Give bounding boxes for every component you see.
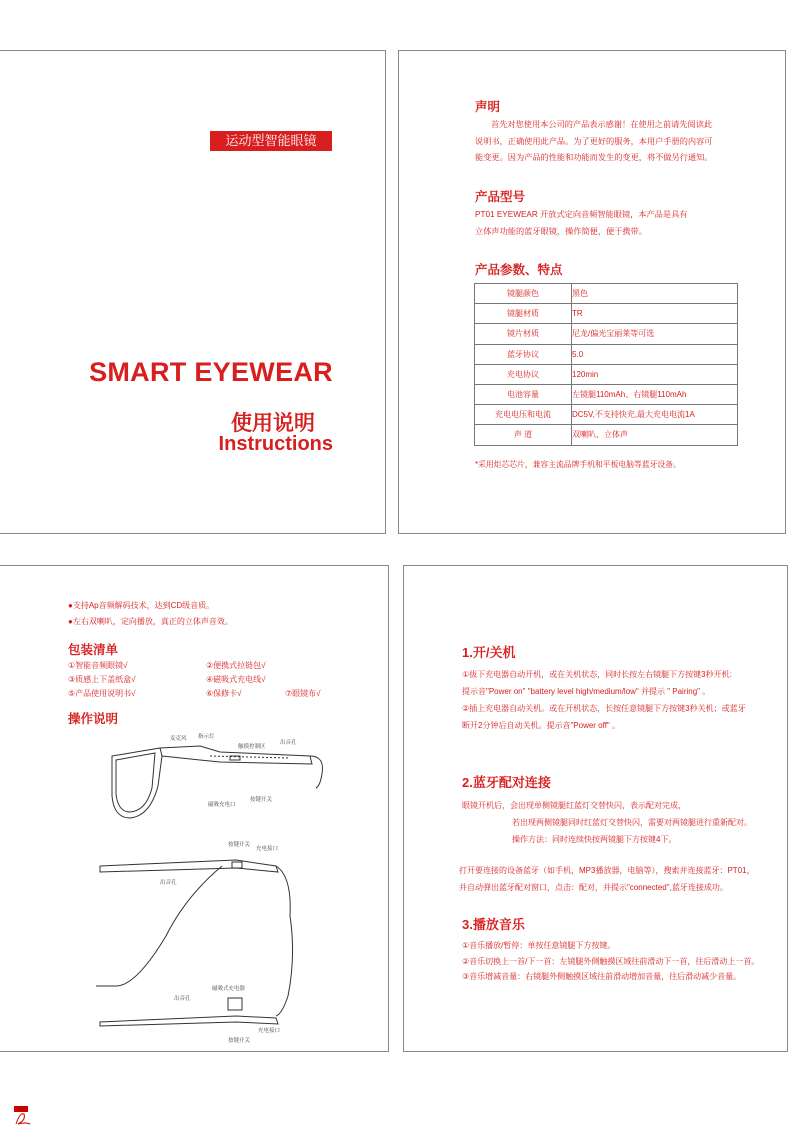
feature-bullet: ●支持Ap音频解码技术，达到CD级音质。 bbox=[68, 601, 215, 610]
music-line: ①音乐播放/暂停：单按任意镜腿下方按键。 bbox=[462, 941, 616, 950]
model-heading: 产品型号 bbox=[475, 190, 526, 204]
spec-value: 黑色 bbox=[572, 284, 738, 304]
spec-table bbox=[474, 283, 738, 446]
usage-page bbox=[403, 565, 788, 1052]
package-item: ⑦眼镜布√ bbox=[285, 689, 321, 698]
sound-hole-label: 出音孔 bbox=[174, 996, 191, 1002]
button-label: 按键开关 bbox=[250, 797, 273, 803]
specs-heading: 产品参数、特点 bbox=[475, 263, 563, 277]
music-line: ③音乐增减音量：右镜腿外侧触摸区域往前滑动增加音量，往后滑动减少音量。 bbox=[462, 972, 742, 981]
package-item: ②便携式拉链包√ bbox=[206, 661, 266, 670]
spec-key: 充电协议 bbox=[475, 364, 572, 384]
mic-label: 麦克风 bbox=[170, 736, 187, 742]
button-label: 按键开关 bbox=[228, 1038, 251, 1044]
spec-key: 镜腿材质 bbox=[475, 304, 572, 324]
onoff-line: 断开2分钟后自动关机。提示音"Power off" 。 bbox=[462, 721, 620, 730]
button-label: 按键开关 bbox=[228, 842, 251, 848]
cover-subtitle-cn: 使用说明 bbox=[231, 412, 315, 435]
cover-subtitle-en: Instructions bbox=[218, 433, 333, 455]
spec-value: 双喇叭、立体声 bbox=[572, 425, 738, 445]
spec-row bbox=[475, 304, 738, 324]
statement-text: 首先对您使用本公司的产品表示感谢！在使用之前请先阅读此 说明书，正确使用此产品。为了更好的服务，本用户手册的内容可 能变更。因为产品的性能和功能而发生的变更，将不做另行通知。 bbox=[475, 120, 713, 162]
spec-value: 左镜腿110mAh、右镜腿110mAh bbox=[572, 384, 738, 404]
glasses-front-diagram bbox=[100, 726, 340, 826]
onoff-line: ①拔下充电器自动开机，或在关机状态，同时长按左右镜腿下方按键3秒开机: bbox=[462, 670, 732, 679]
spec-key: 充电电压和电流 bbox=[475, 405, 572, 425]
pairing-line: 并自动弹出蓝牙配对窗口，点击：配对，并提示"connected",蓝牙连接成功。 bbox=[459, 883, 728, 892]
spec-value: TR bbox=[572, 304, 738, 324]
pdf-icon bbox=[14, 1106, 34, 1128]
spec-row bbox=[475, 425, 738, 445]
spec-row bbox=[475, 405, 738, 425]
package-heading: 包装清单 bbox=[68, 643, 119, 657]
operation-page bbox=[0, 565, 389, 1052]
indicator-label: 指示灯 bbox=[198, 734, 215, 740]
package-item: ⑤产品使用说明书√ bbox=[68, 689, 136, 698]
onoff-heading: 1.开/关机 bbox=[462, 645, 516, 660]
spec-value: 120min bbox=[572, 364, 738, 384]
feature-bullet: ●左右双喇叭，定向播放，真正的立体声音效。 bbox=[68, 617, 233, 626]
compat-note: *采用炬芯芯片，兼容主流品牌手机和平板电脑等蓝牙设备。 bbox=[475, 460, 681, 469]
touch-area-label: 触摸控制区 bbox=[238, 744, 266, 750]
pairing-line: 眼镜开机后，会出现单侧镜腿红蓝灯交替快闪，表示配对完成， bbox=[462, 801, 686, 810]
pairing-heading: 2.蓝牙配对连接 bbox=[462, 775, 551, 790]
spec-row bbox=[475, 284, 738, 304]
onoff-line: ②插上充电器自动关机。或在开机状态，长按任意镜腿下方按键3秒关机；或蓝牙 bbox=[462, 704, 746, 713]
spec-page bbox=[398, 50, 786, 534]
cover-badge: 运动型智能眼镜 bbox=[210, 131, 332, 151]
spec-key: 蓝牙协议 bbox=[475, 344, 572, 364]
spec-key: 声 道 bbox=[475, 425, 572, 445]
spec-row bbox=[475, 324, 738, 344]
package-item: ⑥保修卡√ bbox=[206, 689, 242, 698]
spec-key: 镜腿颜色 bbox=[475, 284, 572, 304]
pairing-line: 打开要连接的设备蓝牙（如手机，MP3播放器，电脑等），搜索并连接蓝牙：PT01， bbox=[459, 866, 755, 875]
spec-row bbox=[475, 384, 738, 404]
operation-heading: 操作说明 bbox=[68, 712, 119, 726]
onoff-line: 提示音"Power on" "battery level high/medium/low" 并提示 " Pairing" 。 bbox=[462, 687, 711, 696]
cover-page bbox=[0, 50, 386, 534]
spec-key: 电池容量 bbox=[475, 384, 572, 404]
pairing-line: 操作方法：同时连续快按两镜腿下方按键4下。 bbox=[512, 835, 677, 844]
music-heading: 3.播放音乐 bbox=[462, 917, 525, 932]
magnet-port-label: 磁吸充电口 bbox=[208, 802, 236, 808]
charge-port-label: 充电接口 bbox=[256, 846, 279, 852]
glasses-top-diagram bbox=[96, 836, 316, 1046]
spec-row bbox=[475, 344, 738, 364]
charger-label: 磁吸式充电器 bbox=[212, 986, 246, 992]
model-text: PT01 EYEWEAR 开放式定向音频智能眼镜，本产品是具有 立体声功能的蓝牙眼镜，操作简便，便于携带。 bbox=[475, 210, 688, 236]
spec-value: DC5V,不支持快充,最大充电电流1A bbox=[572, 405, 738, 425]
charge-port-label: 充电接口 bbox=[258, 1028, 281, 1034]
cover-title: SMART EYEWEAR bbox=[89, 357, 333, 387]
spec-value: 尼龙/偏光宝丽莱等可选 bbox=[572, 324, 738, 344]
package-item: ①智能音频眼镜√ bbox=[68, 661, 128, 670]
spec-row bbox=[475, 364, 738, 384]
spec-key: 镜片材质 bbox=[475, 324, 572, 344]
pairing-line: 若出现两侧镜腿同时红蓝灯交替快闪，需要对两镜腿进行重新配对。 bbox=[512, 818, 752, 827]
sound-hole-label: 出音孔 bbox=[280, 740, 297, 746]
statement-heading: 声明 bbox=[475, 100, 501, 114]
package-item: ④磁吸式充电线√ bbox=[206, 675, 266, 684]
sound-hole-label: 出音孔 bbox=[160, 880, 177, 886]
spec-value: 5.0 bbox=[572, 344, 738, 364]
music-line: ②音乐切换上一首/下一首：左镜腿外侧触摸区域往前滑动下一首，往后滑动上一首。 bbox=[462, 957, 760, 966]
package-item: ③质感上下盖纸盒√ bbox=[68, 675, 136, 684]
